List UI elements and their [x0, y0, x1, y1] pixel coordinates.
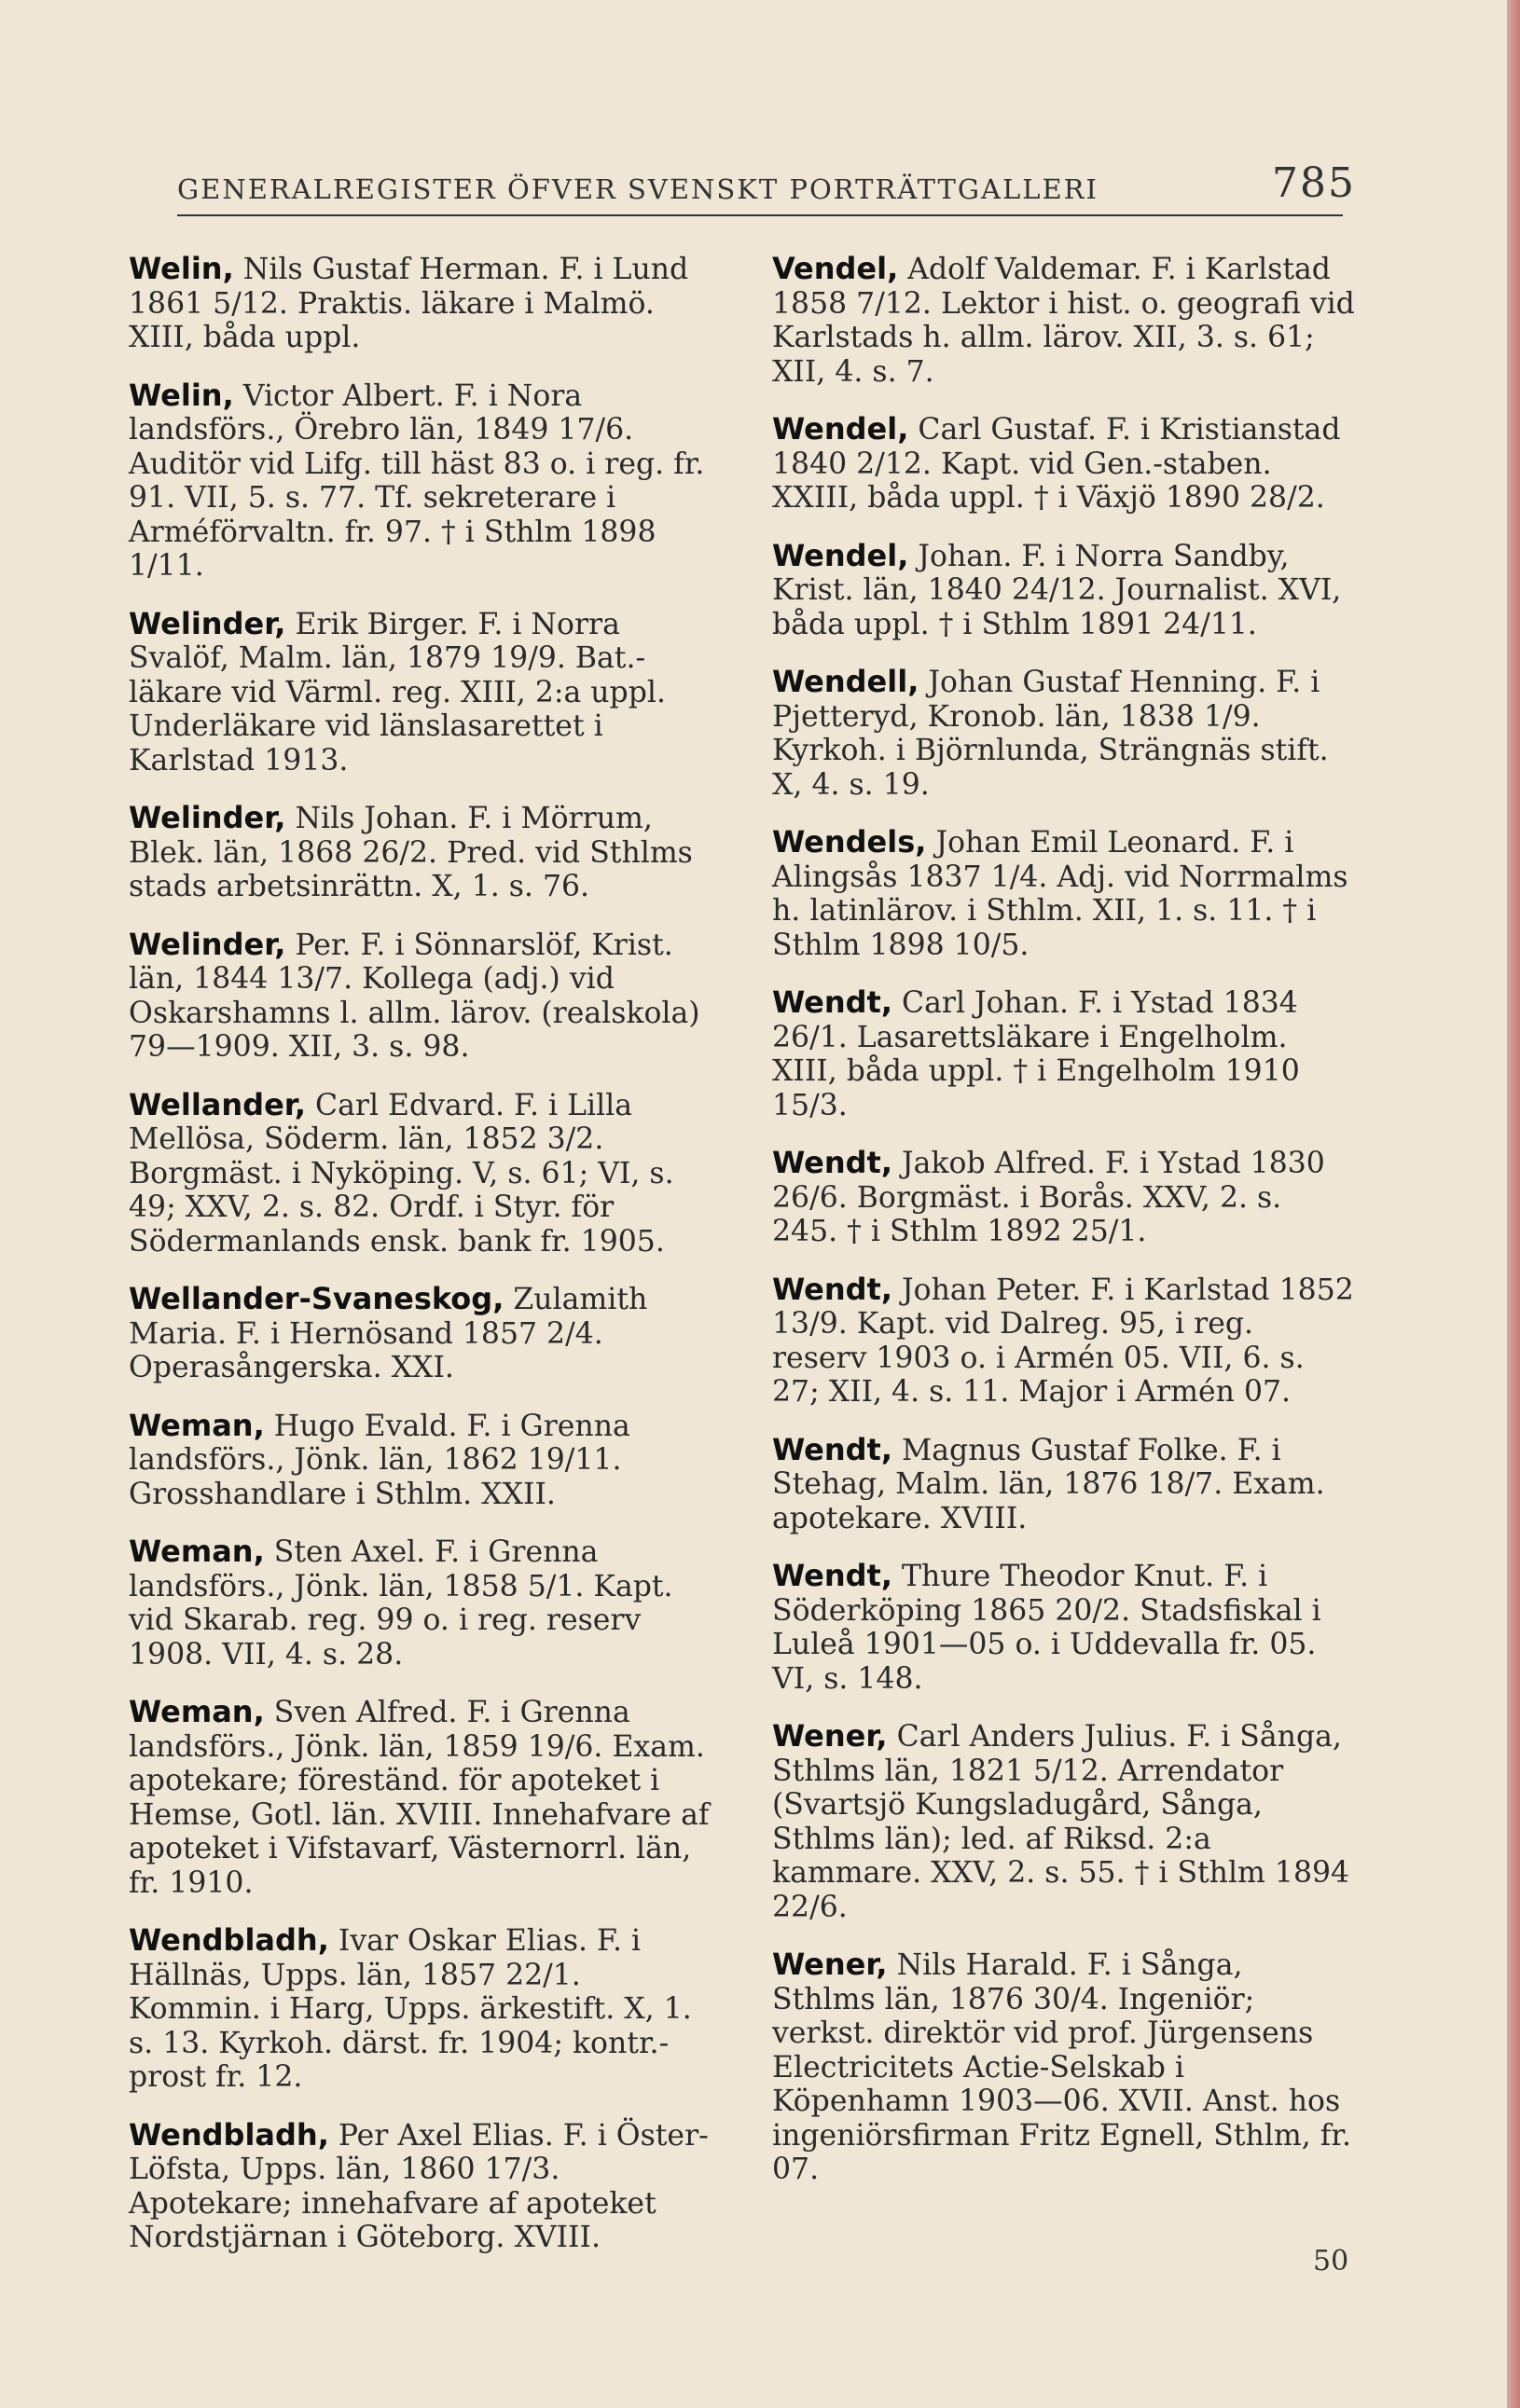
entry-name: Wendbladh, [129, 2116, 329, 2153]
entry-text: Zulamith Maria. F. i Hernösand 1857 2/4. Operasångerska. XXI. [129, 1283, 648, 1384]
entry-text: Johan Emil Leonard. F. i Alingsås 1837 1/4. Adj. vid Norrmalms h. latinlärov. i Sthlm. XII, 1. s. 11. † i Sthlm 1898 10/5. [772, 826, 1348, 962]
entry-name: Wendbladh, [129, 1922, 329, 1958]
entry-text: Thure Theodor Knut. F. i Söderköping 1865 20/2. Stadsfiskal i Luleå 1901—05 o. i Uddevalla fr. 05. VI, s. 148. [772, 1560, 1321, 1696]
entry-name: Wendt, [772, 1271, 892, 1307]
entry-text: Magnus Gustaf Folke. F. i Stehag, Malm. län, 1876 18/7. Exam. apotekare. XVIII. [772, 1433, 1325, 1535]
register-entry [772, 985, 1355, 1122]
register-entry [129, 2118, 712, 2255]
entry-name: Wener, [772, 1718, 888, 1754]
register-entry [129, 252, 712, 355]
register-entry [129, 1923, 712, 2095]
entry-name: Welinder, [129, 605, 286, 641]
entry-name: Wendell, [772, 664, 919, 699]
entry-text: Jakob Alfred. F. i Ystad 1830 26/6. Borgmäst. i Borås. XXV, 2. s. 245. † i Sthlm 1892 25/1. [772, 1147, 1325, 1248]
entry-text: Carl Johan. F. i Ystad 1834 26/1. Lasarettsläkare i Engelholm. XIII, båda uppl. † i Engelholm 1910 15/3. [772, 986, 1300, 1122]
entry-name: Wendels, [772, 824, 927, 860]
entry-text: Johan Gustaf Henning. F. i Pjetteryd, Kronob. län, 1838 1/9. Kyrkoh. i Björnlunda, Strängnäs stift. X, 4. s. 19. [772, 666, 1329, 802]
register-entry [129, 378, 712, 584]
entry-name: Wener, [772, 1947, 888, 1982]
page-number: 785 [1272, 159, 1356, 207]
entry-name: Weman, [129, 1694, 265, 1729]
register-entry [129, 607, 712, 778]
register-entry [772, 1273, 1355, 1410]
page-edge [1507, 0, 1520, 2408]
register-entry [772, 1719, 1355, 1924]
signature-mark: 50 [1313, 2245, 1349, 2277]
entry-name: Welinder, [129, 926, 286, 962]
entry-text: Sven Alfred. F. i Grenna landsförs., Jönk. län, 1859 19/6. Exam. apotekare; föreständ. för apoteket i Hemse, Gotl. län. XVIII. Innehafvare af apoteket i Vifstavarf, Västernorrl. län, fr. 1910. [129, 1696, 710, 1900]
entry-name: Wendel, [772, 537, 909, 573]
entry-text: Per Axel Elias. F. i Öster-Löfsta, Upps. län, 1860 17/3. Apotekare; innehafvare af apoteket Nordstjärnan i Göteborg. XVIII. [129, 2118, 709, 2254]
register-entry [772, 412, 1355, 516]
entry-text: Nils Gustaf Herman. F. i Lund 1861 5/12. Praktis. läkare i Malmö. XIII, båda uppl. [129, 253, 689, 354]
entry-name: Wendt, [772, 1558, 892, 1593]
page-header-title: GENERALREGISTER ÖFVER SVENSKT PORTRÄTTGALLERI [177, 173, 1099, 205]
entry-name: Welin, [129, 377, 234, 413]
entry-text: Ivar Oskar Elias. F. i Hällnäs, Upps. län, 1857 22/1. Kommin. i Harg, Upps. ärkestift. X, 1. s. 13. Kyrkoh. därst. fr. 1904; kontr.-prost fr. 12. [129, 1924, 692, 2094]
entry-name: Wendel, [772, 411, 909, 447]
register-entry [772, 665, 1355, 802]
register-entry [129, 1409, 712, 1512]
entry-text: Erik Birger. F. i Norra Svalöf, Malm. län, 1879 19/9. Bat.-läkare vid Värml. reg. XIII, 2:a uppl. Underläkare vid länslasarettet i Karlstad 1913. [129, 607, 666, 777]
register-entry [129, 801, 712, 904]
entry-text: Hugo Evald. F. i Grenna landsförs., Jönk. län, 1862 19/11. Grosshandlare i Sthlm. XXII. [129, 1409, 630, 1511]
entry-name: Welinder, [129, 800, 286, 835]
register-entry [772, 1146, 1355, 1249]
entry-name: Wendt, [772, 1431, 892, 1467]
entry-name: Vendel, [772, 251, 899, 286]
entry-text: Carl Gustaf. F. i Kristianstad 1840 2/12. Kapt. vid Gen.-staben. XXIII, båda uppl. † i Växjö 1890 28/2. [772, 413, 1341, 515]
register-entry [772, 1559, 1355, 1696]
entry-text: Adolf Valdemar. F. i Karlstad 1858 7/12. Lektor i hist. o. geografi vid Karlstads h. allm. lärov. XII, 3. s. 61; XII, 4. s. 7. [772, 253, 1355, 389]
left-column [129, 252, 712, 2278]
entry-name: Weman, [129, 1534, 265, 1569]
header-rule [177, 214, 1343, 216]
register-entry [129, 928, 712, 1065]
entry-name: Weman, [129, 1407, 265, 1443]
register-entry [772, 825, 1355, 962]
register-entry [772, 1947, 1355, 2187]
entry-text: Johan Peter. F. i Karlstad 1852 13/9. Kapt. vid Dalreg. 95, i reg. reserv 1903 o. i Armén 05. VII, 6. s. 27; XII, 4. s. 11. Major i Armén 07. [772, 1273, 1354, 1409]
entry-name: Welin, [129, 251, 234, 286]
register-entry [129, 1695, 712, 1900]
register-entry [772, 539, 1355, 642]
entry-text: Johan. F. i Norra Sandby, Krist. län, 1840 24/12. Journalist. XVI, båda uppl. † i Sthlm 1891 24/11. [772, 539, 1342, 641]
entry-name: Wendt, [772, 1145, 892, 1180]
register-entry [129, 1282, 712, 1385]
entry-text: Sten Axel. F. i Grenna landsförs., Jönk. län, 1858 5/1. Kapt. vid Skarab. reg. 99 o. i reg. reserv 1908. VII, 4. s. 28. [129, 1535, 673, 1672]
register-entry [129, 1088, 712, 1259]
entry-text: Carl Edvard. F. i Lilla Mellösa, Söderm. län, 1852 3/2. Borgmäst. i Nyköping. V, s. 61; VI, s. 49; XXV, 2. s. 82. Ordf. i Styr. för Södermanlands ensk. bank fr. 1905. [129, 1088, 674, 1259]
entry-name: Wellander, [129, 1086, 307, 1122]
register-entry [129, 1534, 712, 1672]
register-entry [772, 1433, 1355, 1536]
entry-text: Carl Anders Julius. F. i Sånga, Sthlms län, 1821 5/12. Arrendator (Svartsjö Kungsladugård, Sånga, Sthlms län); led. af Riksd. 2:a kammare. XXV, 2. s. 55. † i Sthlm 1894 22/6. [772, 1720, 1350, 1924]
register-entry [772, 252, 1355, 389]
entry-name: Wendt, [772, 984, 892, 1020]
entry-text: Nils Harald. F. i Sånga, Sthlms län, 1876 30/4. Ingeniör; verkst. direktör vid prof. Jürgensens Electricitets Actie-Selskab i Köpenhamn 1903—06. XVII. Anst. hos ingeniörsfirman Fritz Egnell, Sthlm, fr. 07. [772, 1948, 1352, 2186]
right-column [772, 252, 1355, 2210]
entry-text: Nils Johan. F. i Mörrum, Blek. län, 1868 26/2. Pred. vid Sthlms stads arbetsinrättn. X, 1. s. 76. [129, 802, 693, 903]
entry-text: Per. F. i Sönnarslöf, Krist. län, 1844 13/7. Kollega (adj.) vid Oskarshamns l. allm. lärov. (realskola) 79—1909. XII, 3. s. 98. [129, 928, 700, 1064]
entry-text: Victor Albert. F. i Nora landsförs., Örebro län, 1849 17/6. Auditör vid Lifg. till häst 83 o. i reg. fr. 91. VII, 5. s. 77. Tf. sekreterare i Arméförvaltn. fr. 97. † i Sthlm 1898 1/11. [129, 378, 705, 583]
entry-name: Wellander-Svaneskog, [129, 1281, 504, 1316]
